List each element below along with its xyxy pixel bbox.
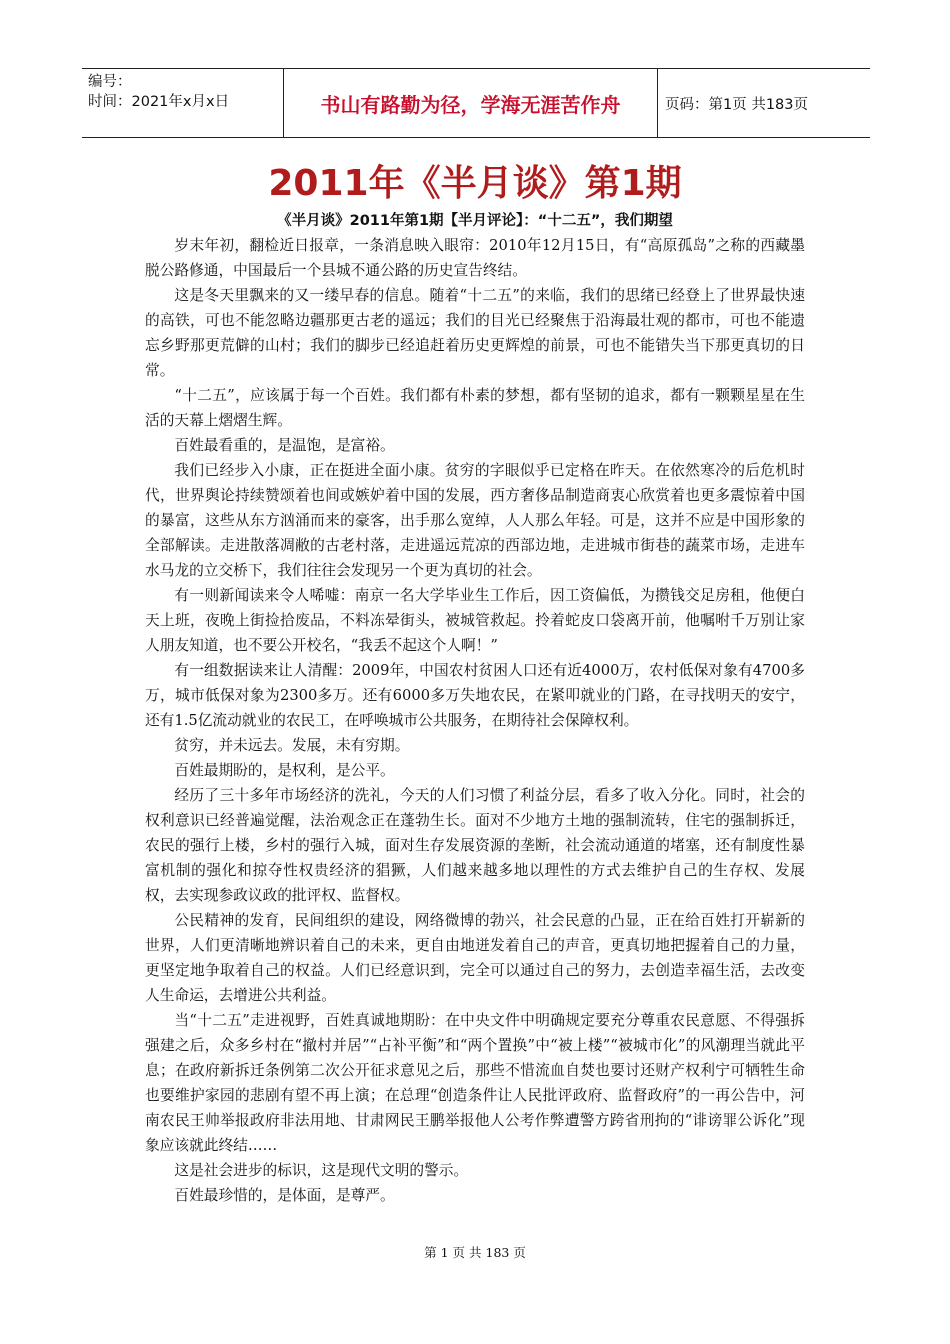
paragraph: 百姓最期盼的，是权利，是公平。 xyxy=(174,762,395,779)
paragraph: 当“十二五”走进视野，百姓真诚地期盼：在中央文件中明确规定要充分尊重农民意愿、不得强拆强建之后，众多乡村在“撤村并居”“占补平衡”和“两个置换”中“被上楼”“被城市化”的风潮理当就此平息；在政府新拆迁条例第二次公开征求意见之后，那些不惜流血自焚也要讨还财产权利宁可牺牲生命也要维护家园的悲剧有望不再上演；在总理“创造条件让人民批评政府、监督政府”的一再公告中，河南农民王帅举报政府非法用地、甘肃网民王鹏举报他人公考作弊遭警方跨省刑拘的“诽谤罪公诉化”现象应该就此终结…… xyxy=(145,1012,805,1154)
document-time: 时间：2021年x月x日 xyxy=(88,94,230,110)
header-motto: 书山有路勤为径，学海无涯苦作舟 xyxy=(283,69,658,137)
document-number: 编号： xyxy=(88,74,132,90)
paragraph: 经历了三十多年市场经济的洗礼，今天的人们习惯了利益分层，看多了收入分化。同时，社会的权利意识已经普遍觉醒，法治观念正在蓬勃生长。面对不少地方土地的强制流转，住宅的强制拆迁，农民的强行上楼，乡村的强行入城，面对生存发展资源的垄断，社会流动通道的堵塞，还有制度性暴富机制的强化和掠夺性权贵经济的猖獗，人们越来越多地以理性的方式去维护自己的生存权、发展权，去实现参政议政的批评权、监督权。 xyxy=(145,787,805,904)
paragraph: 这是冬天里飘来的又一缕早春的信息。随着“十二五”的来临，我们的思绪已经登上了世界最快速的高铁，可也不能忽略边疆那更古老的遥远；我们的目光已经聚焦于沿海最壮观的都市，可也不能遗忘乡野那更荒僻的山村；我们的脚步已经追赶着历史更辉煌的前景，可也不能错失当下那更真切的日常。 xyxy=(145,287,805,379)
paragraph: 这是社会进步的标识，这是现代文明的警示。 xyxy=(174,1162,469,1179)
paragraph: 有一则新闻读来令人唏嘘：南京一名大学毕业生工作后，因工资偏低，为攒钱交足房租，他便白天上班，夜晚上街捡拾废品，不料冻晕街头，被城管救起。拎着蛇皮口袋离开前，他嘱咐千万别让家人朋友知道，也不要公开校名，“我丢不起这个人啊！” xyxy=(145,587,805,654)
header-page-number: 页码：第1页 共183页 xyxy=(665,96,809,113)
page-footer: 第 1 页 共 183 页 xyxy=(424,1245,526,1260)
paragraph: 公民精神的发育，民间组织的建设，网络微博的勃兴，社会民意的凸显，正在给百姓打开崭新的世界，人们更清晰地辨识着自己的未来，更自由地迸发着自己的声音，更真切地把握着自己的力量，更坚定地争取着自己的权益。人们已经意识到，完全可以通过自己的努力，去创造幸福生活，去改变人生命运，去增进公共利益。 xyxy=(145,912,805,1004)
paragraph: “十二五”，应该属于每一个百姓。我们都有朴素的梦想，都有坚韧的追求，都有一颗颗星星在生活的天幕上熠熠生辉。 xyxy=(145,387,805,429)
paragraph: 贫穷，并未远去。发展，未有穷期。 xyxy=(174,737,410,754)
paragraph: 岁末年初，翻检近日报章，一条消息映入眼帘：2010年12月15日，有“高原孤岛”之称的西藏墨脱公路修通，中国最后一个县城不通公路的历史宣告终结。 xyxy=(145,237,805,279)
document-title: 2011年《半月谈》第1期 xyxy=(268,163,682,204)
header-meta xyxy=(82,69,283,137)
paragraph: 百姓最看重的，是温饱，是富裕。 xyxy=(174,437,395,454)
paragraph: 我们已经步入小康，正在挺进全面小康。贫穷的字眼似乎已定格在昨天。在依然寒冷的后危机时代，世界舆论持续赞颂着也间或嫉妒着中国的发展，西方奢侈品制造商衷心欣赏着也更多震惊着中国的暴富，这些从东方汹涌而来的豪客，出手那么宽绰，人人那么年轻。可是，这并不应是中国形象的全部解读。走进散落凋敝的古老村落，走进遥远荒凉的西部边地，走进城市街巷的蔬菜市场，走进车水马龙的立交桥下，我们往往会发现另一个更为真切的社会。 xyxy=(145,462,805,579)
paragraph: 百姓最珍惜的，是体面，是尊严。 xyxy=(174,1187,395,1204)
article-subtitle: 《半月谈》2011年第1期【半月评论】：“十二五”，我们期望 xyxy=(277,213,673,229)
page-header xyxy=(82,68,870,138)
article-body xyxy=(145,233,805,1208)
paragraph: 有一组数据读来让人清醒：2009年，中国农村贫困人口还有近4000万，农村低保对象有4700多万，城市低保对象为2300多万。还有6000多万失地农民，在紧叩就业的门路，在寻找明天的安宁，还有1.5亿流动就业的农民工，在呼唤城市公共服务，在期待社会保障权利。 xyxy=(145,662,805,729)
